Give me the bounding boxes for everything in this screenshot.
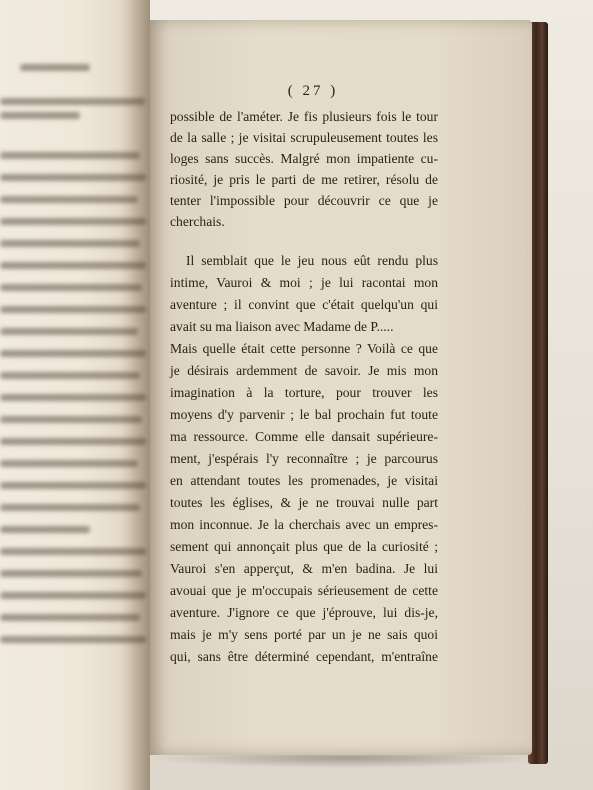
text-line: Vauroi s'en apperçut, & m'en badina. Je lui: [170, 561, 438, 576]
blurred-text-line: [0, 240, 140, 247]
blurred-text-line: [0, 196, 138, 203]
blurred-text-line: [0, 504, 140, 511]
text-line: possible de l'améter. Je fis plusieurs fois le tour: [170, 109, 438, 124]
text-line: intime, Vauroi & moi ; je lui racontai mon: [170, 275, 438, 290]
text-line: de la salle ; je visitai scrupuleusement toutes les: [170, 130, 438, 145]
text-line: aventure. J'ignore ce que j'éprouve, lui dis-je,: [170, 605, 438, 620]
page-number: ( 27 ): [287, 83, 339, 99]
blurred-text-line: [0, 460, 138, 467]
text-line: loges sans succès. Malgré mon impatiente cu-: [170, 151, 438, 166]
text-line: mais je m'y sens porté par un je ne sais quoi: [170, 627, 438, 642]
right-page: [148, 20, 532, 755]
blurred-text-line: [0, 372, 140, 379]
text-line: cherchais.: [170, 214, 225, 229]
text-line: mon inconnue. Je la cherchais avec un empres-: [170, 517, 438, 532]
blurred-text-line: [0, 614, 140, 621]
blurred-text-line: [0, 152, 140, 159]
text-line: avouai que je m'occupais sérieusement de cette: [170, 583, 438, 598]
left-page-blurred: [0, 0, 150, 790]
text-line: sement qui annonçait plus que de la curiosité ;: [170, 539, 438, 554]
text-line: riosité, je pris le parti de me retirer, résolu de: [170, 172, 438, 187]
blurred-text-line: [0, 112, 80, 119]
gutter-shadow: [120, 0, 150, 790]
text-line: toutes les églises, & je ne trouvai nulle part: [170, 495, 438, 510]
text-line: imagination à la torture, pour trouver les: [170, 385, 438, 400]
blurred-text-line: [0, 328, 138, 335]
blurred-text-line: [0, 526, 90, 533]
text-line: Il semblait que le jeu nous eût rendu plus: [186, 253, 438, 268]
text-line: Mais quelle était cette personne ? Voilà ce que: [170, 341, 438, 356]
text-line: ma ressource. Comme elle dansait supérieure-: [170, 429, 438, 444]
text-line: en attendant toutes les promenades, je visitai: [170, 473, 438, 488]
text-line: aventure ; il convint que c'était quelqu'un qui: [170, 297, 438, 312]
text-line: avait su ma liaison avec Madame de P.....: [170, 319, 394, 334]
text-line: tenter l'impossible pour découvrir ce que je: [170, 193, 438, 208]
text-line: je désirais ardemment de savoir. Je mis mon: [170, 363, 438, 378]
blurred-text-line: [20, 64, 90, 71]
text-line: ment, j'espérais l'y reconnaître ; je parcourus: [170, 451, 438, 466]
text-line: qui, sans être déterminé cependant, m'entraîne: [170, 649, 438, 664]
text-line: moyens d'y parvenir ; le bal prochain fut toute: [170, 407, 438, 422]
